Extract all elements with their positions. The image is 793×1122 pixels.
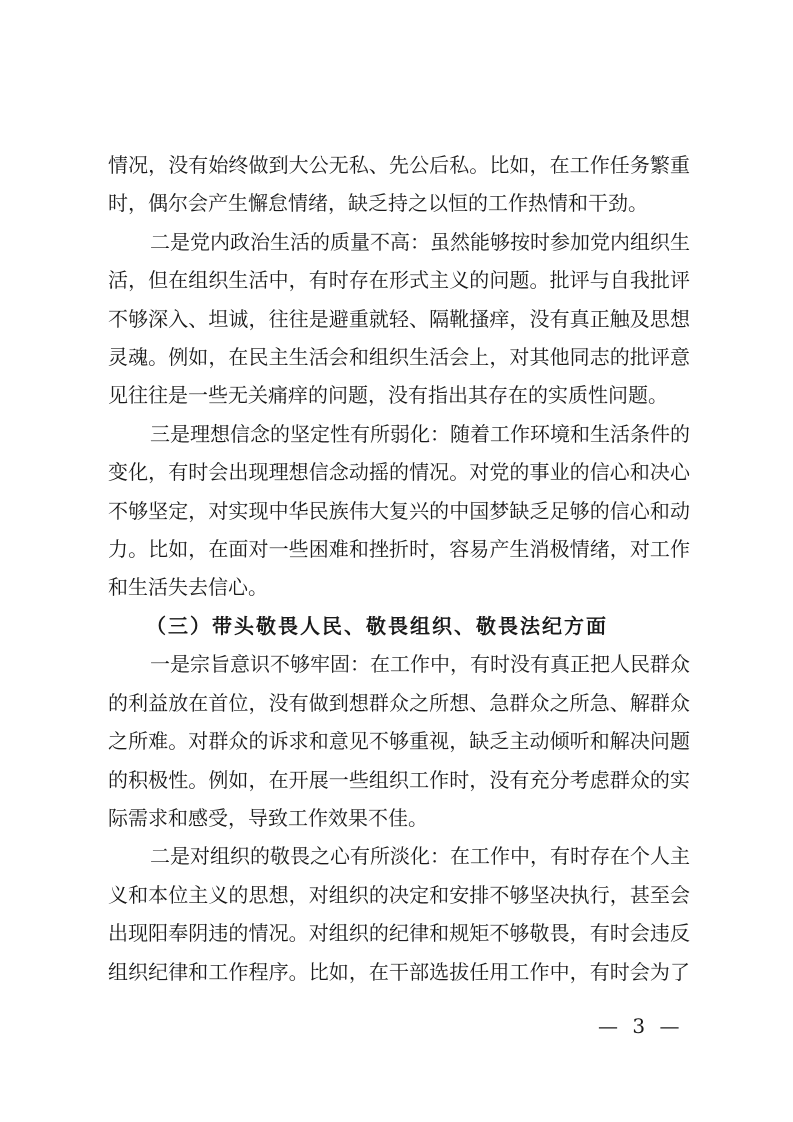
- section-heading: [108, 607, 690, 645]
- text-line: 活，但在组织生活中，有时存在形式主义的问题。批评与自我批评: [108, 268, 690, 293]
- paragraph: [108, 415, 690, 607]
- document-body: [108, 146, 690, 991]
- text-line: 出现阳奉阴违的情况。对组织的纪律和规矩不够敬畏，有时会违反: [108, 921, 690, 946]
- text-line: 义和本位主义的思想，对组织的决定和安排不够坚决执行，甚至会: [108, 882, 690, 907]
- text-line: 组织纪律和工作程序。比如，在干部选拔任用工作中，有时会为了: [108, 959, 690, 984]
- text-line: （三）带头敬畏人民、敬畏组织、敬畏法纪方面: [146, 613, 608, 638]
- text-line: 和生活失去信心。: [108, 575, 268, 600]
- paragraph: [108, 645, 690, 837]
- page-number: — 3 —: [598, 1014, 684, 1038]
- paragraph: [108, 837, 690, 991]
- text-line: 的积极性。例如，在开展一些组织工作时，没有充分考虑群众的实: [108, 767, 690, 792]
- text-line: 三是理想信念的坚定性有所弱化：随着工作环境和生活条件的: [150, 421, 690, 446]
- text-line: 力。比如，在面对一些困难和挫折时，容易产生消极情绪，对工作: [108, 537, 690, 562]
- text-line: 二是对组织的敬畏之心有所淡化：在工作中，有时存在个人主: [150, 844, 690, 869]
- text-line: 见往往是一些无关痛痒的问题，没有指出其存在的实质性问题。: [108, 383, 668, 408]
- text-line: 二是党内政治生活的质量不高：虽然能够按时参加党内组织生: [150, 229, 690, 254]
- text-line: 变化，有时会出现理想信念动摇的情况。对党的事业的信心和决心: [108, 460, 690, 485]
- text-line: 不够深入、坦诚，往往是避重就轻、隔靴搔痒，没有真正触及思想: [108, 306, 690, 331]
- paragraph: [108, 223, 690, 415]
- text-line: 之所难。对群众的诉求和意见不够重视，缺乏主动倾听和解决问题: [108, 729, 690, 754]
- text-line: 灵魂。例如，在民主生活会和组织生活会上，对其他同志的批评意: [108, 345, 690, 370]
- text-line: 时，偶尔会产生懈怠情绪，缺乏持之以恒的工作热情和干劲。: [108, 191, 648, 216]
- paragraph: [108, 146, 690, 223]
- text-line: 的利益放在首位，没有做到想群众之所想、急群众之所急、解群众: [108, 690, 690, 715]
- text-line: 情况，没有始终做到大公无私、先公后私。比如，在工作任务繁重: [108, 153, 690, 177]
- text-line: 不够坚定，对实现中华民族伟大复兴的中国梦缺乏足够的信心和动: [108, 498, 690, 523]
- text-line: 一是宗旨意识不够牢固：在工作中，有时没有真正把人民群众: [150, 652, 690, 677]
- text-line: 际需求和感受，导致工作效果不佳。: [108, 805, 428, 830]
